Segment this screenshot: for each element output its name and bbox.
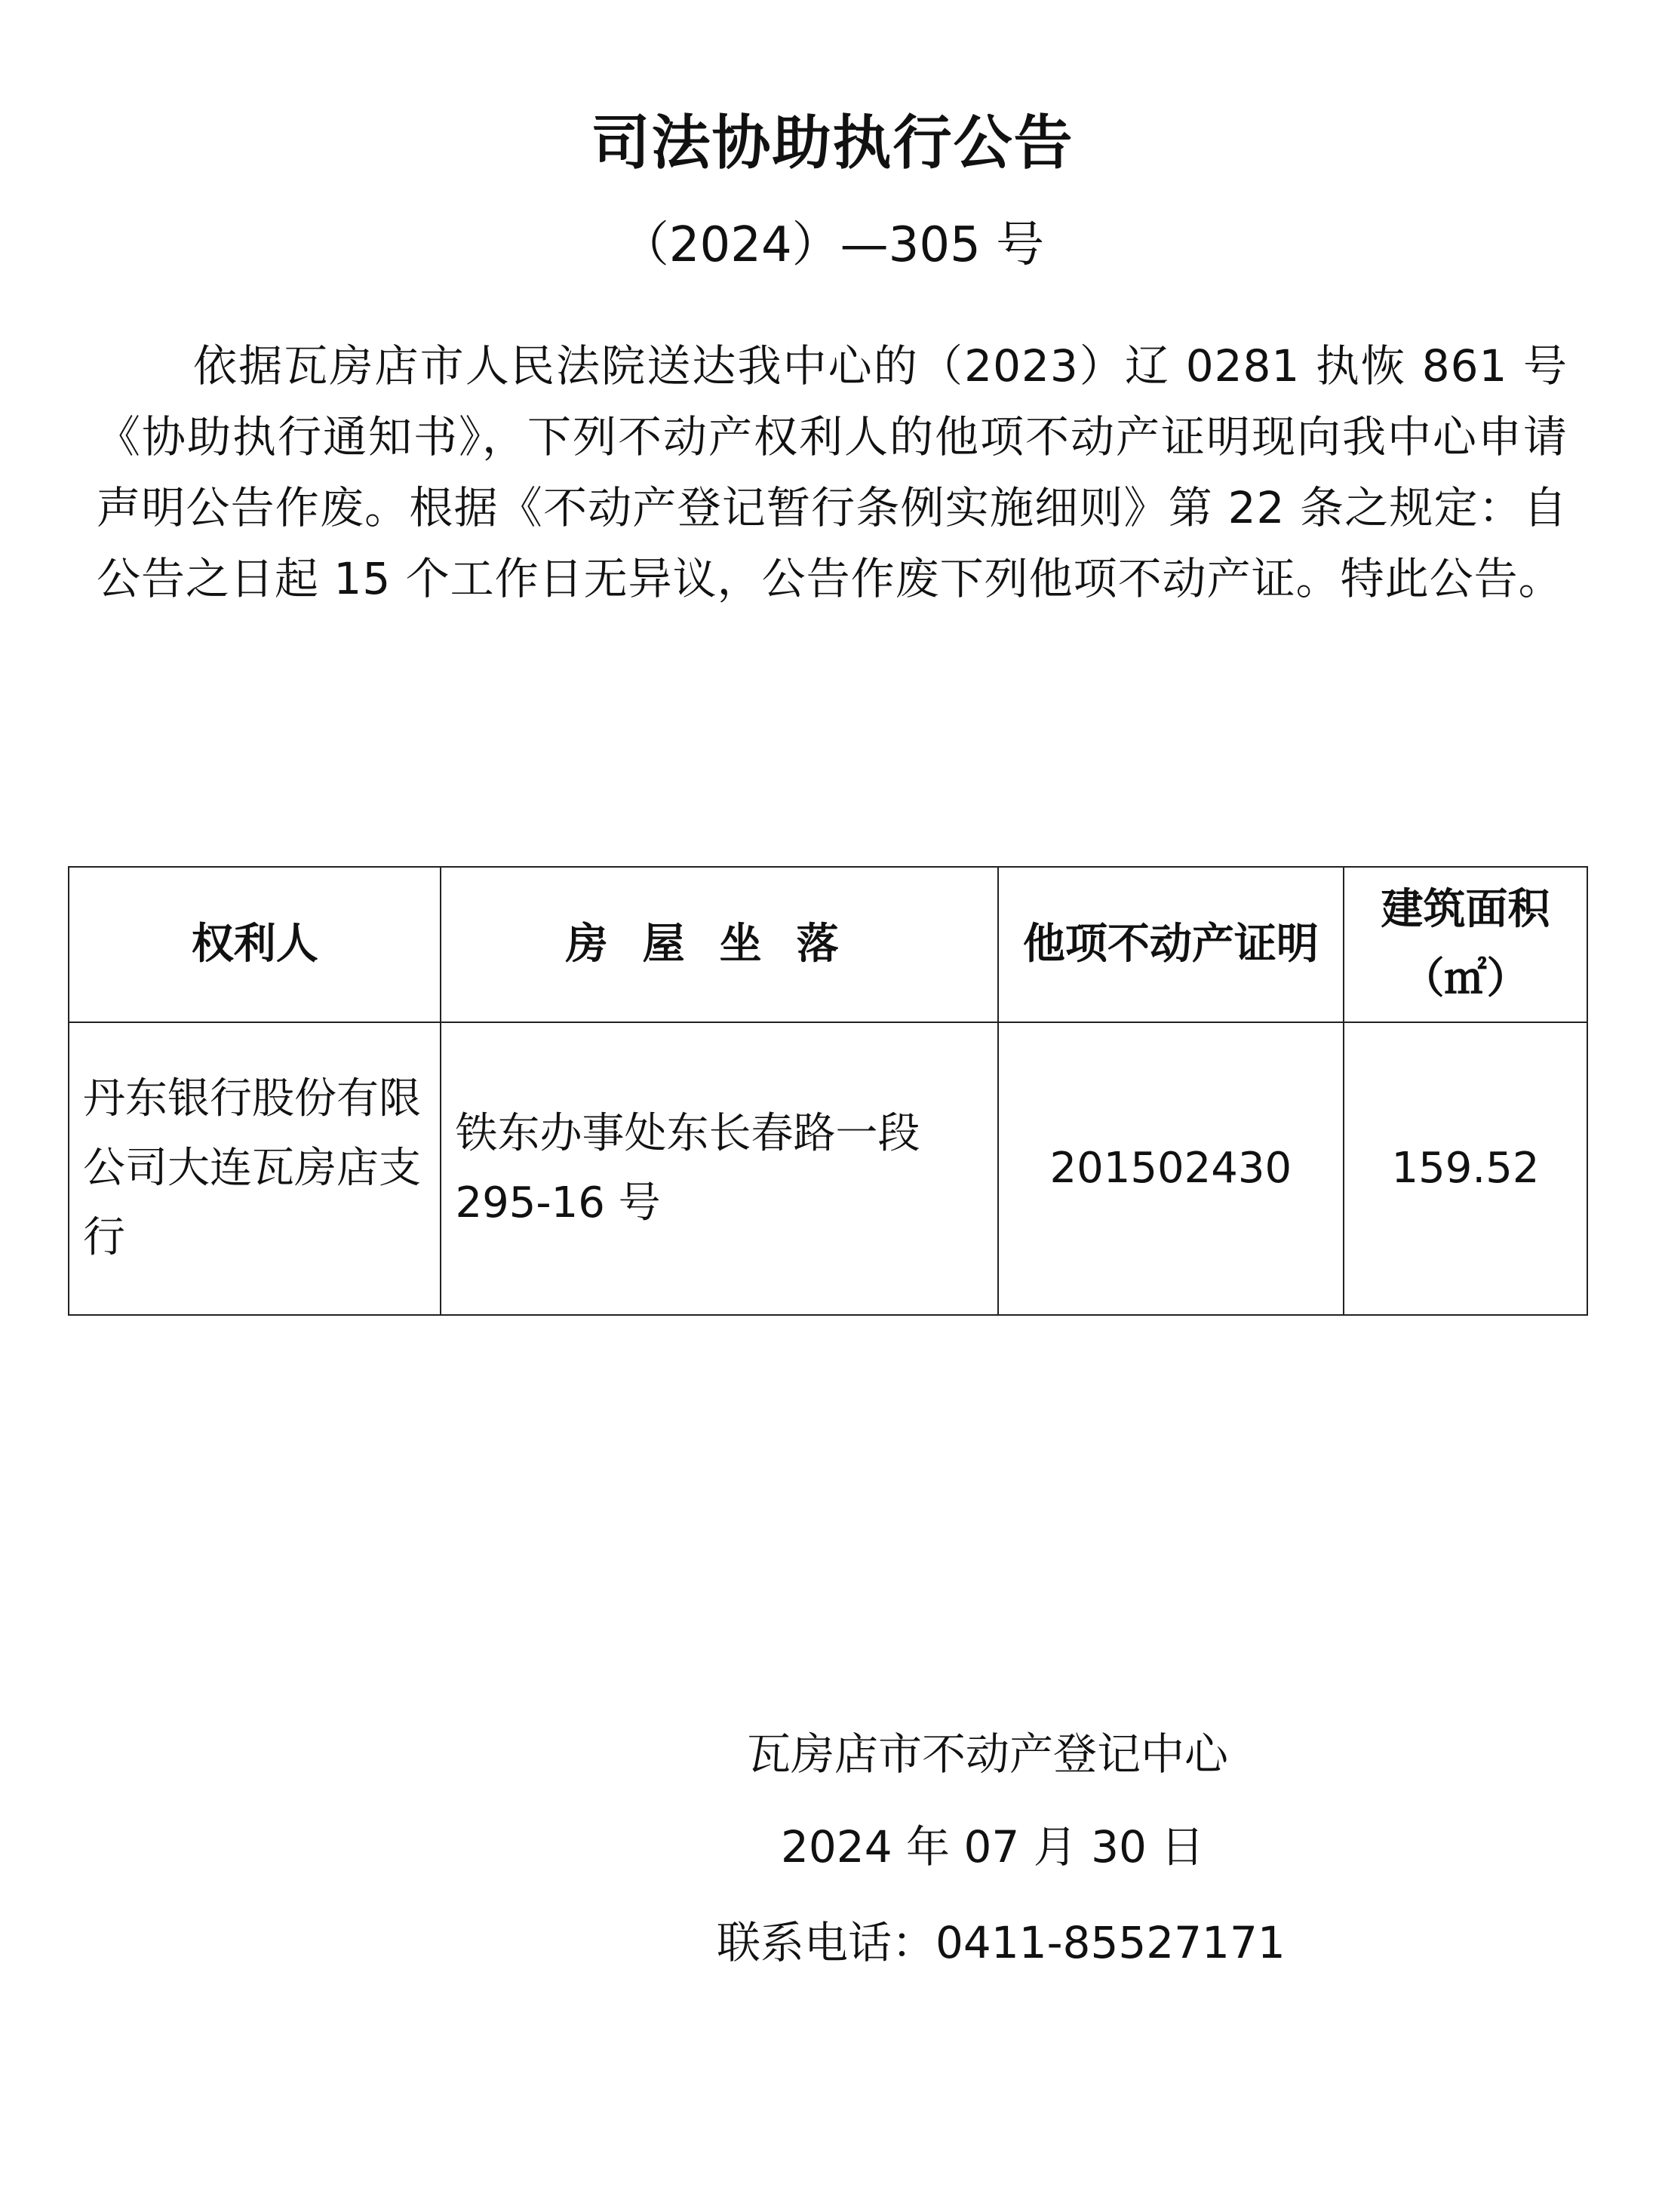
header-area: 建筑面积（㎡） bbox=[1344, 867, 1587, 1022]
header-certificate: 他项不动产证明 bbox=[998, 867, 1344, 1022]
notice-body: 依据瓦房店市人民法院送达我中心的（2023）辽 0281 执恢 861 号《协助执行通知书》，下列不动产权利人的他项不动产证明现向我中心申请声明公告作废。根据《不动产登记暂行条例实施细则》第 22 条之规定：自公告之日起 15 个工作日无异议，公告作废下列他项不动产证。特此公告。 bbox=[97, 340, 1568, 604]
certificate-table bbox=[68, 866, 1588, 1316]
cell-owner: 丹东银行股份有限公司大连瓦房店支行 bbox=[69, 1022, 441, 1315]
phone-number: 0411-85527171 bbox=[935, 1917, 1286, 1968]
cell-certificate: 201502430 bbox=[998, 1022, 1344, 1315]
document-number: （2024）—305 号 bbox=[620, 217, 1045, 273]
phone-label: 联系电话： bbox=[717, 1917, 936, 1968]
contact-phone bbox=[717, 1909, 1286, 1977]
notice-title: 司法协助执行公告 bbox=[591, 109, 1074, 177]
cell-area: 159.52 bbox=[1344, 1022, 1587, 1315]
issuing-organization: 瓦房店市不动产登记中心 bbox=[747, 1728, 1229, 1780]
table-row bbox=[69, 1022, 1587, 1315]
table-header-row bbox=[69, 867, 1587, 1022]
header-owner: 权利人 bbox=[69, 867, 441, 1022]
issue-date: 2024 年 07 月 30 日 bbox=[781, 1821, 1205, 1873]
cell-address: 铁东办事处东长春路一段 295-16 号 bbox=[441, 1022, 997, 1315]
header-address: 房屋坐落 bbox=[441, 867, 997, 1022]
